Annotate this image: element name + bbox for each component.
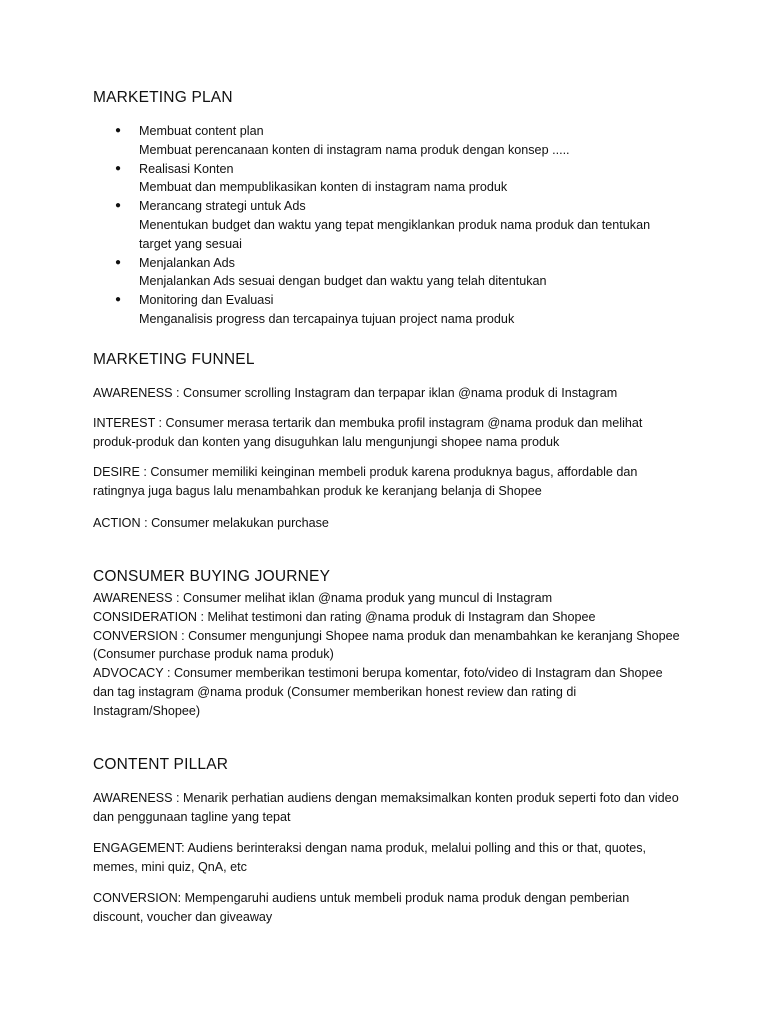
funnel-action-paragraph: ACTION : Consumer melakukan purchase [93,516,329,530]
funnel-desire-paragraph: DESIRE : Consumer memiliki keinginan membeli produk karena produknya bagus, affordable dan ratingnya juga bagus lalu menambahkan produk ke keranjang belanja di Shopee [93,465,638,498]
marketing-funnel-heading: MARKETING FUNNEL [93,351,255,368]
bullet-icon: ● [115,125,122,136]
marketing-plan-heading: MARKETING PLAN [93,89,233,106]
list-item [93,291,683,329]
list-item-description: Menganalisis progress dan tercapainya tujuan project nama produk [139,311,515,326]
list-item [93,254,683,292]
funnel-awareness-paragraph: AWARENESS : Consumer scrolling Instagram dan terpapar iklan @nama produk di Instagram [93,386,618,400]
list-item [93,160,683,198]
bullet-icon: ● [115,200,122,212]
list-item-title: Monitoring dan Evaluasi [139,293,274,308]
journey-block [93,589,683,721]
bullet-icon: ● [115,162,122,174]
journey-conversion-paragraph: CONVERSION : Consumer mengunjungi Shopee nama produk dan menambahkan ke keranjang Shopee (Consumer purchase produk nama produk) [93,628,680,662]
list-item [93,197,683,253]
pillar-conversion-paragraph: CONVERSION: Mempengaruhi audiens untuk membeli produk nama produk dengan pemberian discount, voucher dan giveaway [93,891,630,924]
journey-awareness-paragraph: AWARENESS : Consumer melihat iklan @nama produk yang muncul di Instagram [93,591,553,605]
list-item-title: Merancang strategi untuk Ads [139,199,306,214]
list-item [93,122,683,160]
list-item-description: Membuat perencanaan konten di instagram nama produk dengan konsep ..... [139,142,570,157]
pillar-engagement-paragraph: ENGAGEMENT: Audiens berinteraksi dengan nama produk, melalui polling and this or that, quotes, memes, mini quiz, QnA, etc [93,841,647,874]
list-item-description: Menentukan budget dan waktu yang tepat mengiklankan produk nama produk dan tentukan target yang sesuai [139,217,651,251]
list-item-description: Membuat dan mempublikasikan konten di instagram nama produk [139,180,508,195]
list-item-title: Menjalankan Ads [139,255,235,270]
consumer-buying-journey-heading: CONSUMER BUYING JOURNEY [93,568,331,585]
pillar-awareness-paragraph: AWARENESS : Menarik perhatian audiens dengan memaksimalkan konten produk seperti foto dan video dan penggunaan tagline yang tepat [93,791,679,824]
marketing-plan-list [93,122,683,329]
list-item-title: Membuat content plan [139,124,264,138]
journey-consideration-paragraph: CONSIDERATION : Melihat testimoni dan rating @nama produk di Instagram dan Shopee [93,609,596,624]
journey-advocacy-paragraph: ADVOCACY : Consumer memberikan testimoni berupa komentar, foto/video di Instagram dan Shopee dan tag instagram @nama produk (Consumer memberikan honest review dan rating di Instagram/Shopee) [93,666,663,718]
list-item-description: Menjalankan Ads sesuai dengan budget dan waktu yang telah ditentukan [139,274,547,289]
funnel-interest-paragraph: INTEREST : Consumer merasa tertarik dan membuka profil instagram @nama produk dan melihat produk-produk dan konten yang disuguhkan lalu mengunjungi shopee nama produk [93,416,643,449]
bullet-icon: ● [115,256,122,268]
list-item-title: Realisasi Konten [139,161,234,176]
bullet-icon: ● [115,294,122,306]
content-pillar-heading: CONTENT PILLAR [93,756,229,773]
